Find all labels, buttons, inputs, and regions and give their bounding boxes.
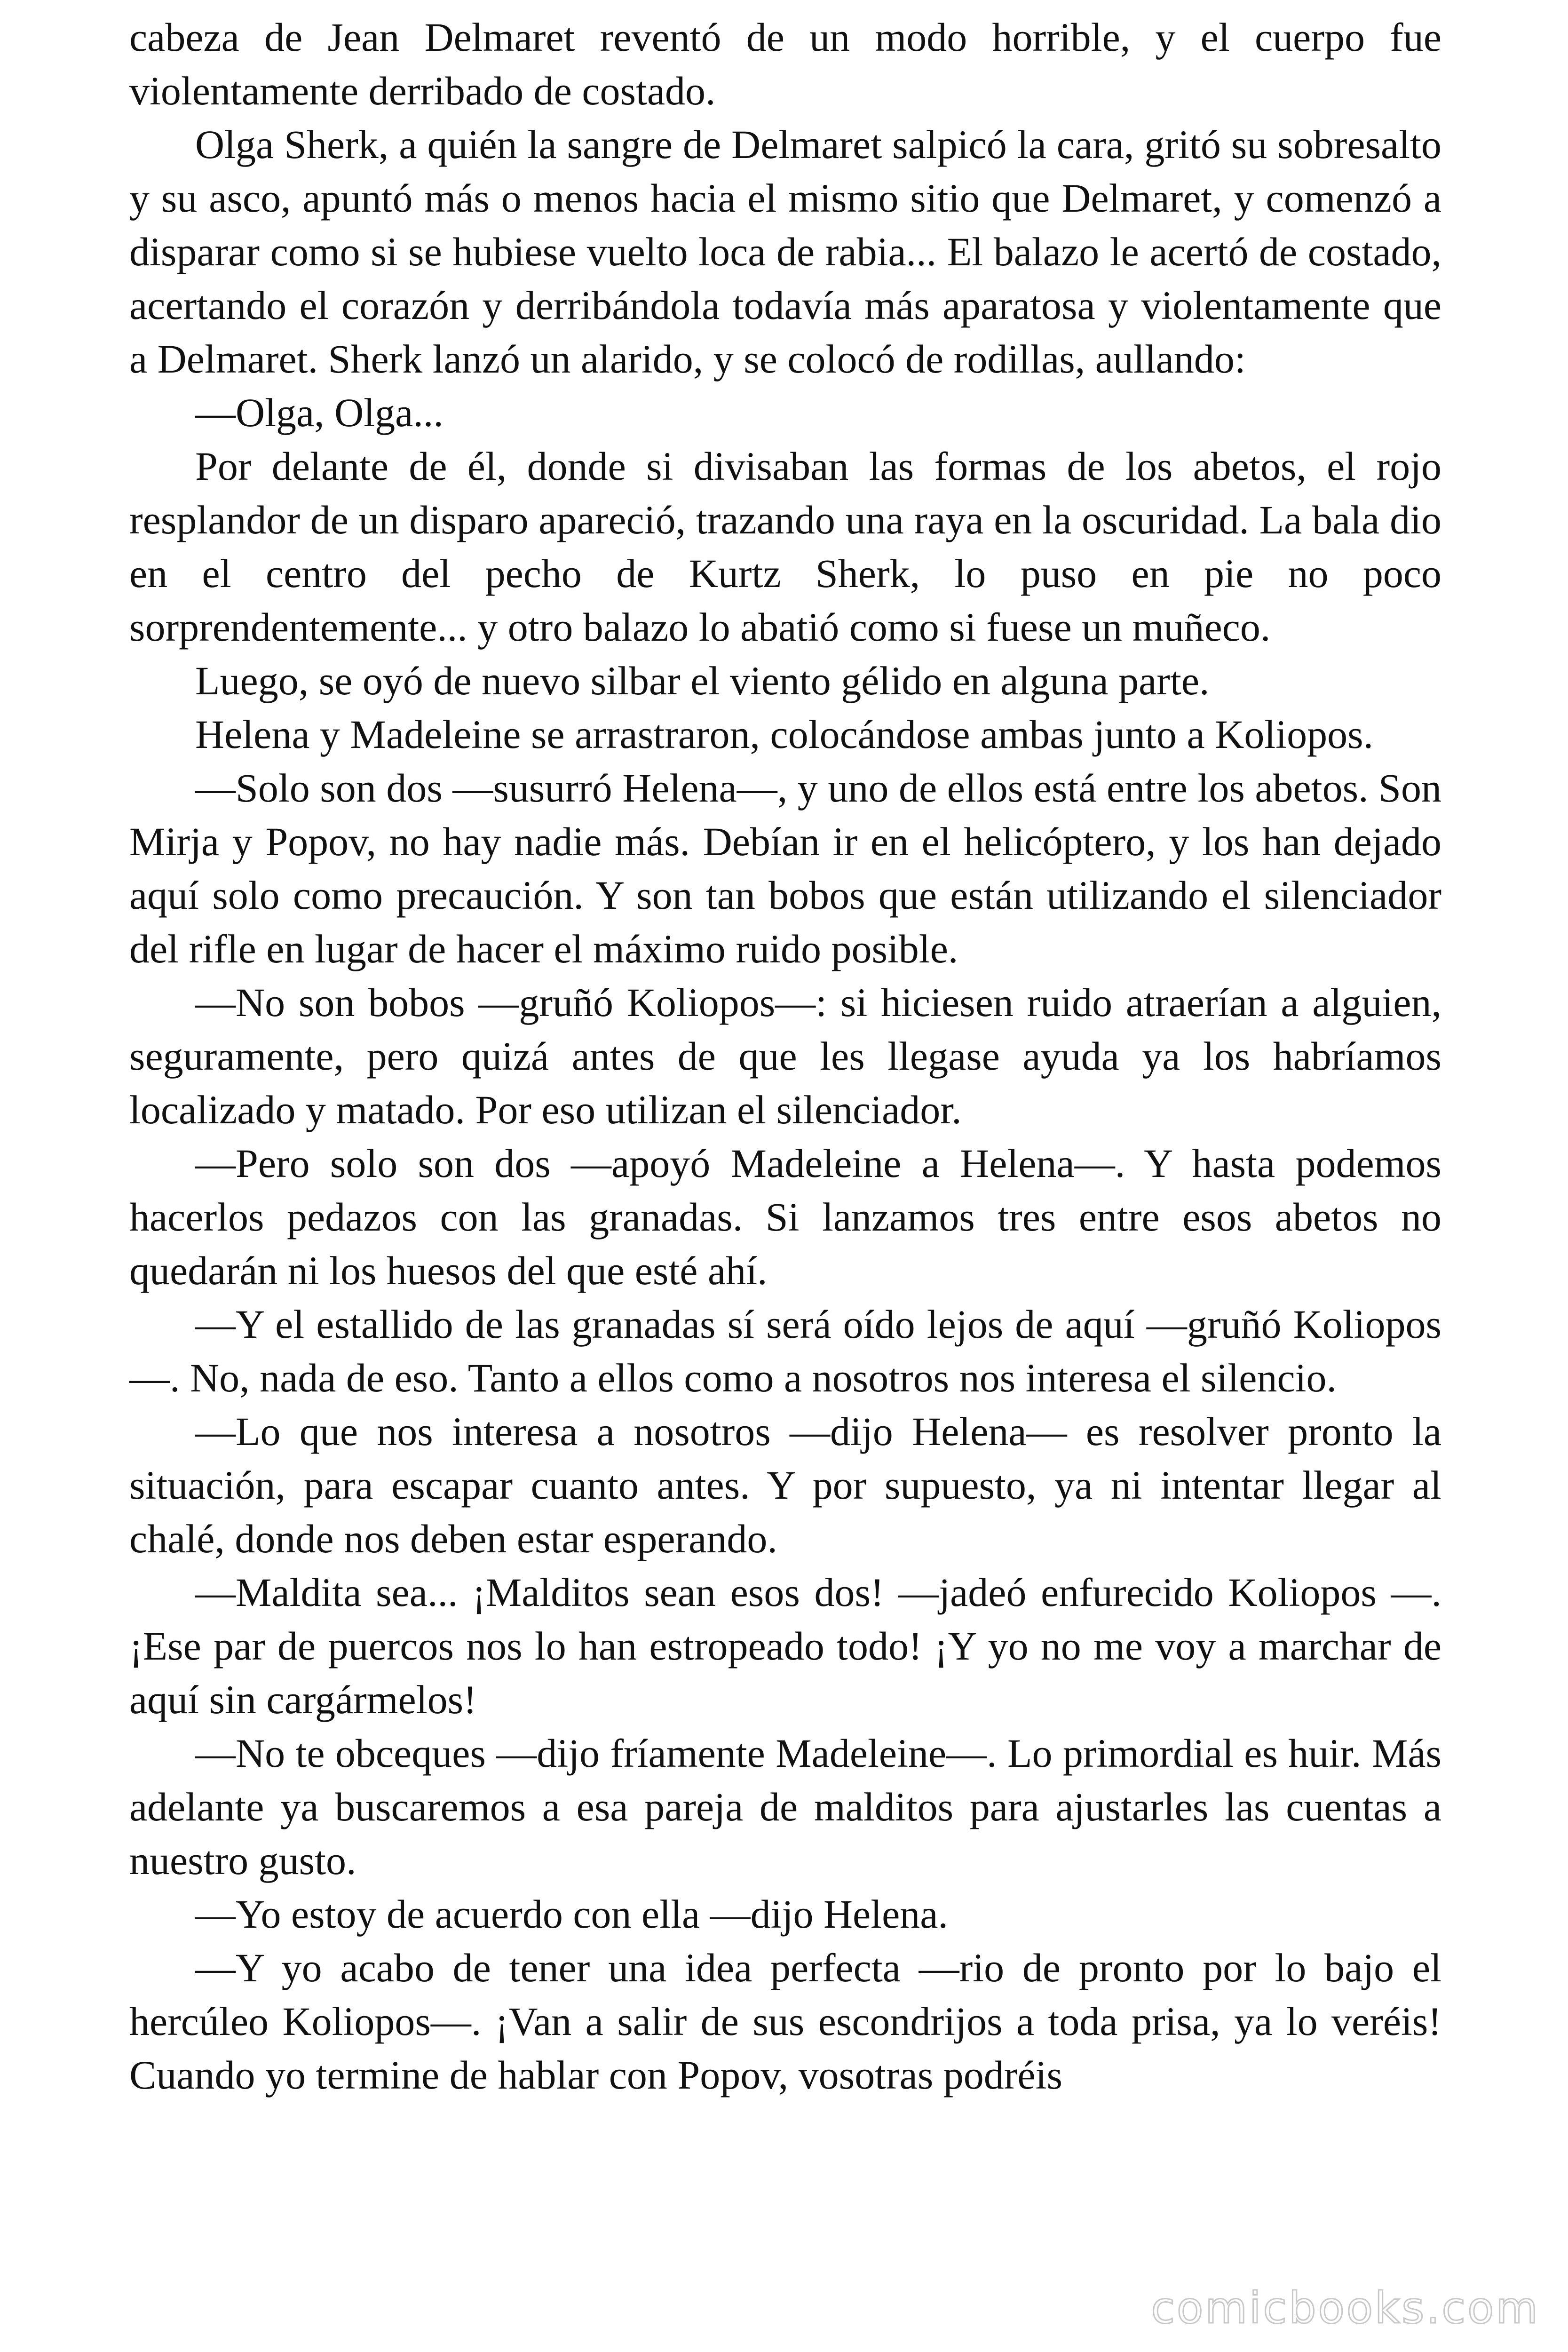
paragraph: —Pero solo son dos —apoyó Madeleine a Helena—. Y hasta podemos hacerlos pedazos con las granadas. Si lanzamos tres entre esos abetos no quedarán ni los huesos del que esté ahí. bbox=[129, 1141, 1441, 1293]
paragraph: —Solo son dos —susurró Helena—, y uno de ellos está entre los abetos. Son Mirja y Popov, no hay nadie más. Debían ir en el helicóptero, y los han dejado aquí solo como precaución. Y son tan bobos que están utilizando el silenciador del rifle en lugar de hacer el máximo ruido posible. bbox=[129, 765, 1441, 971]
paragraph: —Yo estoy de acuerdo con ella —dijo Helena. bbox=[195, 1891, 948, 1937]
paragraph: —No te obceques —dijo fríamente Madeleine—. Lo primordial es huir. Más adelante ya buscaremos a esa pareja de malditos para ajustarles las cuentas a nuestro gusto. bbox=[129, 1731, 1441, 1883]
paragraph: cabeza de Jean Delmaret reventó de un modo horrible, y el cuerpo fue violentamente derribado de costado. bbox=[129, 15, 1441, 113]
paragraph: —Lo que nos interesa a nosotros —dijo Helena— es resolver pronto la situación, para escapar cuanto antes. Y por supuesto, ya ni intentar llegar al chalé, donde nos deben estar esperando. bbox=[129, 1409, 1441, 1561]
paragraph: Luego, se oyó de nuevo silbar el viento gélido en alguna parte. bbox=[195, 658, 1210, 703]
paragraph: —Y yo acabo de tener una idea perfecta —rio de pronto por lo bajo el hercúleo Koliopos—. ¡Van a salir de sus escondrijos a toda prisa, ya lo veréis! Cuando yo termine de hablar con Popov, vosotras podréis bbox=[129, 1945, 1441, 2098]
paragraph: Por delante de él, donde si divisaban las formas de los abetos, el rojo resplandor de un disparo apareció, trazando una raya en la oscuridad. La bala dio en el centro del pecho de Kurtz Sherk, lo puso en pie no poco sorprendentemente... y otro balazo lo abatió como si fuese un muñeco. bbox=[129, 444, 1441, 650]
paragraph: —Olga, Olga... bbox=[195, 390, 443, 435]
paragraph: —Maldita sea... ¡Malditos sean esos dos! —jadeó enfurecido Koliopos —. ¡Ese par de puercos nos lo han estropeado todo! ¡Y yo no me voy a marchar de aquí sin cargármelos! bbox=[129, 1570, 1441, 1722]
paragraph: —No son bobos —gruñó Koliopos—: si hiciesen ruido atraerían a alguien, seguramente, pero quizá antes de que les llegase ayuda ya los habríamos localizado y matado. Por eso utilizan el silenciador. bbox=[129, 980, 1441, 1132]
body-text bbox=[129, 10, 1441, 2102]
watermark-logo: comicbooks.com bbox=[1151, 2283, 1540, 2333]
paragraph: Olga Sherk, a quién la sangre de Delmaret salpicó la cara, gritó su sobresalto y su asco, apuntó más o menos hacia el mismo sitio que Delmaret, y comenzó a disparar como si se hubiese vuelto loca de rabia... El balazo le acertó de costado, acertando el corazón y derribándola todavía más aparatosa y violentamente que a Delmaret. Sherk lanzó un alarido, y se colocó de rodillas, aullando: bbox=[129, 122, 1441, 381]
paragraph: —Y el estallido de las granadas sí será oído lejos de aquí —gruñó Koliopos—. No, nada de eso. Tanto a ellos como a nosotros nos interesa el silencio. bbox=[129, 1302, 1441, 1400]
paragraph: Helena y Madeleine se arrastraron, colocándose ambas junto a Koliopos. bbox=[195, 712, 1374, 757]
